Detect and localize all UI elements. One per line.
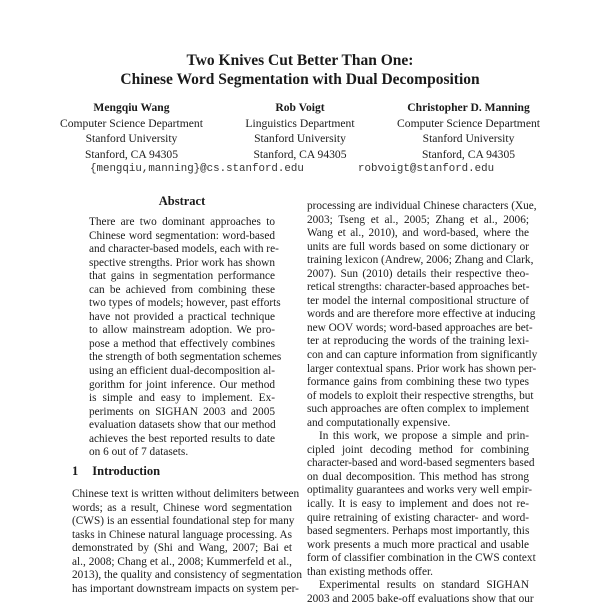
text-line: In this work, we propose a simple and prin- [319, 430, 529, 443]
text-line: pose a method that effectively combines [89, 337, 275, 350]
author-2 [245, 100, 354, 162]
email-right: robvoigt@stanford.edu [358, 163, 495, 175]
author-name: Christopher D. Manning [407, 101, 530, 114]
author-univ: Stanford University [254, 132, 346, 145]
text-line: demonstrated by (Shi and Wang, 2007; Bai et [72, 542, 292, 555]
paper-title-line-1: Two Knives Cut Better Than One: [186, 52, 414, 69]
text-line: quire retraining of existing character- and word- [307, 511, 529, 524]
text-line: has important downstream impacts on system per- [72, 582, 299, 595]
text-line: than existing methods offer. [307, 565, 433, 578]
text-line: the strength of both segmentation schemes [89, 351, 282, 364]
text-line: al., 2008; Chang et al., 2008; Kummerfeld et al., [72, 555, 292, 568]
author-dept: Computer Science Department [60, 116, 203, 130]
text-line: ter at reproducing the words of the training lexi- [307, 335, 529, 348]
section-heading-introduction [72, 465, 292, 479]
text-line: words and are therefore more effective at inducing [307, 308, 536, 321]
text-line: cipled joint decoding method for combining [307, 443, 529, 456]
text-line: Wang et al., 2010), and word-based, where the [307, 227, 529, 240]
text-line: have not provided a practical technique [89, 310, 275, 323]
text-line: 2007). Sun (2010) details their respective theo- [307, 267, 529, 280]
text-line: (CWS) is an essential foundational step for many [72, 515, 295, 528]
text-line: gorithm for joint inference. Our method [89, 378, 275, 391]
text-line: work presents a much more practical and usable [307, 538, 529, 551]
text-line: to allow mainstream adoption. We pro- [89, 324, 275, 337]
abstract-body [89, 216, 282, 460]
text-line: training lexicon (Andrew, 2006; Zhang and Clark, [307, 254, 534, 267]
text-line: periments on SIGHAN 2003 and 2005 [89, 405, 275, 418]
text-line: optimality guarantees and works very well empir- [307, 484, 533, 497]
text-line: retical strengths: character-based approaches bet- [307, 281, 530, 294]
text-line: can be achieved from combining these [89, 283, 275, 296]
text-line: on 6 out of 7 datasets. [89, 446, 189, 459]
paragraph [307, 200, 538, 430]
text-line: two types of models; however, past efforts [89, 297, 281, 310]
section-title: Introduction [92, 464, 161, 478]
text-line: con and can capture information from significantly [307, 349, 538, 362]
text-line: Experimental results on standard SIGHAN [319, 579, 529, 592]
text-line: processing are individual Chinese characters (Xue, [307, 200, 537, 212]
text-line: that gains in segmentation performance [89, 270, 275, 283]
text-line: words; as a result, Chinese word segmentation [72, 501, 292, 514]
text-line: evaluation datasets show that our method [89, 419, 276, 432]
author-3 [397, 100, 540, 162]
text-line: ter model the internal compositional structure of [307, 294, 529, 307]
text-line: achieves the best reported results to date [89, 432, 275, 445]
text-line: based segmenters. Perhaps most importantly, this [307, 525, 530, 538]
author-dept: Linguistics Department [245, 116, 355, 130]
text-line: new OOV words; word-based approaches are bet- [307, 321, 533, 334]
text-line: such approaches are often complex to implement [307, 403, 529, 416]
section-number: 1 [72, 464, 79, 478]
author-name: Rob Voigt [275, 101, 325, 114]
author-address: Stanford, CA 94305 [84, 147, 179, 161]
text-line: 2003 and 2005 bake-off evaluations show that our [307, 592, 534, 605]
text-line: formance gains from combining these two types [307, 376, 529, 389]
author-address: Stanford, CA 94305 [421, 147, 516, 161]
paragraph [307, 579, 534, 606]
introduction-body [72, 488, 302, 596]
text-line: units are full words based on some dictionary or [307, 240, 529, 253]
right-column-body [307, 200, 538, 606]
author-1 [60, 100, 203, 162]
text-line: character-based and word-based segmenters based [307, 457, 535, 470]
text-line: and computationally expensive. [307, 416, 451, 429]
author-address: Stanford, CA 94305 [253, 147, 347, 161]
text-line: spective strengths. Prior work has shown [89, 256, 275, 269]
text-line: ically. It is easy to implement and does not re- [307, 498, 529, 511]
text-line: using an efficient dual-decomposition al- [89, 365, 275, 378]
paper-title-line-2: Chinese Word Segmentation with Dual Decomposition [120, 71, 480, 88]
text-line: 2013), the quality and consistency of segmentation [72, 569, 302, 582]
author-univ: Stanford University [422, 132, 515, 145]
text-line: on dual decomposition. This method has strong [307, 470, 529, 483]
text-line: There are two dominant approaches to [89, 216, 275, 228]
author-name: Mengqiu Wang [93, 101, 170, 114]
text-line: Chinese word segmentation: word-based [89, 229, 275, 242]
author-block [60, 100, 540, 162]
text-line: tasks in Chinese natural language processing. As [72, 528, 292, 541]
text-line: form of classifier combination in the CWS context [307, 552, 536, 565]
paragraph [307, 430, 536, 579]
abstract-heading: Abstract [158, 194, 206, 208]
text-line: Chinese text is written without delimiters between [72, 488, 300, 500]
text-line: is simple and easy to implement. Ex- [89, 392, 275, 405]
email-left: {mengqiu,manning}@cs.stanford.edu [90, 163, 304, 175]
text-line: of models to exploit their respective strengths, but [307, 389, 534, 402]
text-line: and character-based models, each with re- [89, 243, 279, 256]
author-dept: Computer Science Department [397, 116, 540, 130]
text-line: 2003; Tseng et al., 2005; Zhang et al., 2006; [307, 213, 529, 226]
text-line: larger contextual spans. Prior work has shown per- [307, 362, 537, 375]
author-univ: Stanford University [85, 132, 178, 145]
